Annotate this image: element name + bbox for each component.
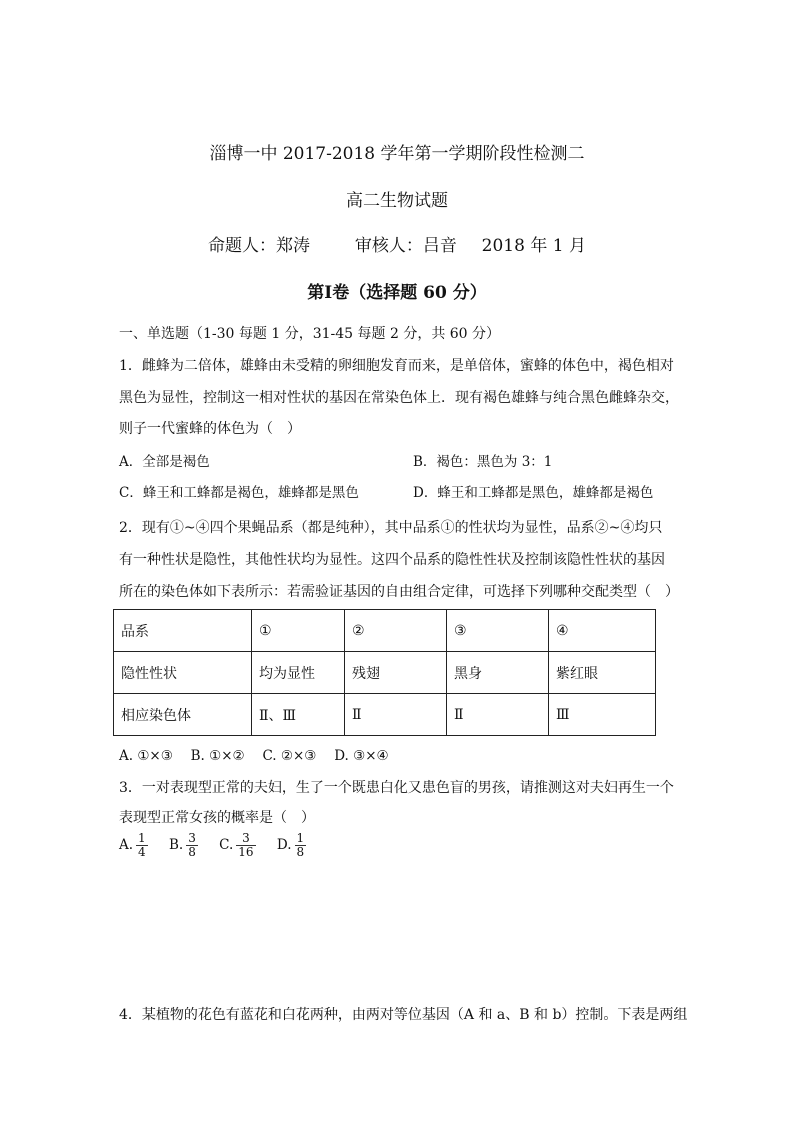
denominator: 16 bbox=[238, 845, 254, 859]
numerator: 1 bbox=[296, 831, 305, 845]
reviewer: 审核人：吕音 bbox=[354, 236, 457, 256]
section-heading: 一、单选题（1-30 每题 1 分，31-45 每题 2 分，共 60 分） bbox=[119, 326, 501, 342]
q3-option-a bbox=[119, 832, 151, 859]
table-cell: 黑身 bbox=[447, 652, 549, 694]
denominator: 8 bbox=[188, 845, 196, 859]
q1-option-a: A．全部是褐色 bbox=[119, 454, 210, 470]
author: 命题人：郑涛 bbox=[208, 236, 311, 256]
option-label: D. bbox=[276, 837, 292, 853]
table-cell: Ⅲ bbox=[549, 694, 656, 736]
table-cell: 紫红眼 bbox=[549, 652, 656, 694]
option-label: A. bbox=[119, 837, 134, 853]
table-cell: Ⅱ bbox=[447, 694, 549, 736]
table-row bbox=[114, 610, 656, 652]
q1-option-d: D．蜂王和工蜂都是黑色，雄蜂都是褐色 bbox=[413, 485, 654, 501]
fraction bbox=[236, 832, 255, 859]
option-label: C. bbox=[219, 837, 234, 853]
table-row bbox=[114, 652, 656, 694]
q2-options: A. ①×③ B. ①×② C. ②×③ D. ③×④ bbox=[119, 748, 389, 764]
table-row bbox=[114, 694, 656, 736]
table-cell: Ⅱ、Ⅲ bbox=[252, 694, 345, 736]
q4-line-1: 4．某植物的花色有蓝花和白花两种，由两对等位基因（A 和 a、B 和 b）控制。下表是两组 bbox=[119, 1007, 688, 1023]
q3-line-2: 表现型正常女孩的概率是（ ） bbox=[119, 810, 315, 826]
q3-options bbox=[119, 832, 323, 859]
numerator: 1 bbox=[138, 831, 146, 845]
q1-option-b: B．褐色：黑色为 3：1 bbox=[413, 454, 553, 470]
table-cell: 品系 bbox=[114, 610, 252, 652]
q2-line-3: 所在的染色体如下表所示：若需验证基因的自由组合定律，可选择下列哪种交配类型（ ） bbox=[119, 584, 679, 600]
table-cell: ③ bbox=[447, 610, 549, 652]
table-cell: 残翅 bbox=[345, 652, 447, 694]
table-cell: ④ bbox=[549, 610, 656, 652]
table-cell: 相应染色体 bbox=[114, 694, 252, 736]
q2-line-1: 2．现有①~④四个果蝇品系（都是纯种），其中品系①的性状均为显性，品系②~④均只 bbox=[119, 520, 663, 536]
exam-date: 2018 年 1 月 bbox=[481, 236, 586, 256]
table-cell: 均为显性 bbox=[252, 652, 345, 694]
q1-option-c: C．蜂王和工蜂都是褐色，雄蜂都是黑色 bbox=[119, 485, 359, 501]
table-cell: ② bbox=[345, 610, 447, 652]
denominator: 8 bbox=[296, 845, 305, 859]
volume-title: 第Ⅰ卷（选择题 60 分） bbox=[307, 283, 487, 303]
denominator: 4 bbox=[138, 845, 146, 859]
table-cell: 隐性性状 bbox=[114, 652, 252, 694]
numerator: 3 bbox=[188, 831, 196, 845]
numerator: 3 bbox=[236, 832, 255, 846]
q3-option-d bbox=[277, 832, 309, 859]
q1-line-3: 则子一代蜜蜂的体色为（ ） bbox=[119, 421, 301, 437]
author-line bbox=[0, 231, 794, 256]
fraction bbox=[295, 832, 307, 859]
subject-title: 高二生物试题 bbox=[346, 191, 448, 211]
strain-table bbox=[113, 609, 656, 736]
option-label: B. bbox=[168, 837, 184, 853]
q3-line-1: 3．一对表现型正常的夫妇，生了一个既患白化又患色盲的男孩，请推测这对夫妇再生一个 bbox=[119, 780, 674, 796]
q1-line-2: 黑色为显性，控制这一相对性状的基因在常染色体上．现有褐色雄蜂与纯合黑色雌蜂杂交， bbox=[119, 390, 679, 406]
table-cell: Ⅱ bbox=[345, 694, 447, 736]
school-title: 淄博一中 2017-2018 学年第一学期阶段性检测二 bbox=[209, 144, 585, 164]
q1-line-1: 1．雌蜂为二倍体，雄蜂由未受精的卵细胞发育而来，是单倍体，蜜蜂的体色中，褐色相对 bbox=[119, 358, 674, 374]
q3-option-b bbox=[169, 832, 201, 859]
fraction bbox=[186, 832, 198, 859]
q2-line-2: 有一种性状是隐性，其他性状均为显性。这四个品系的隐性性状及控制该隐性性状的基因 bbox=[119, 552, 665, 568]
table-cell: ① bbox=[252, 610, 345, 652]
fraction bbox=[136, 832, 148, 859]
q3-option-c bbox=[219, 832, 258, 859]
